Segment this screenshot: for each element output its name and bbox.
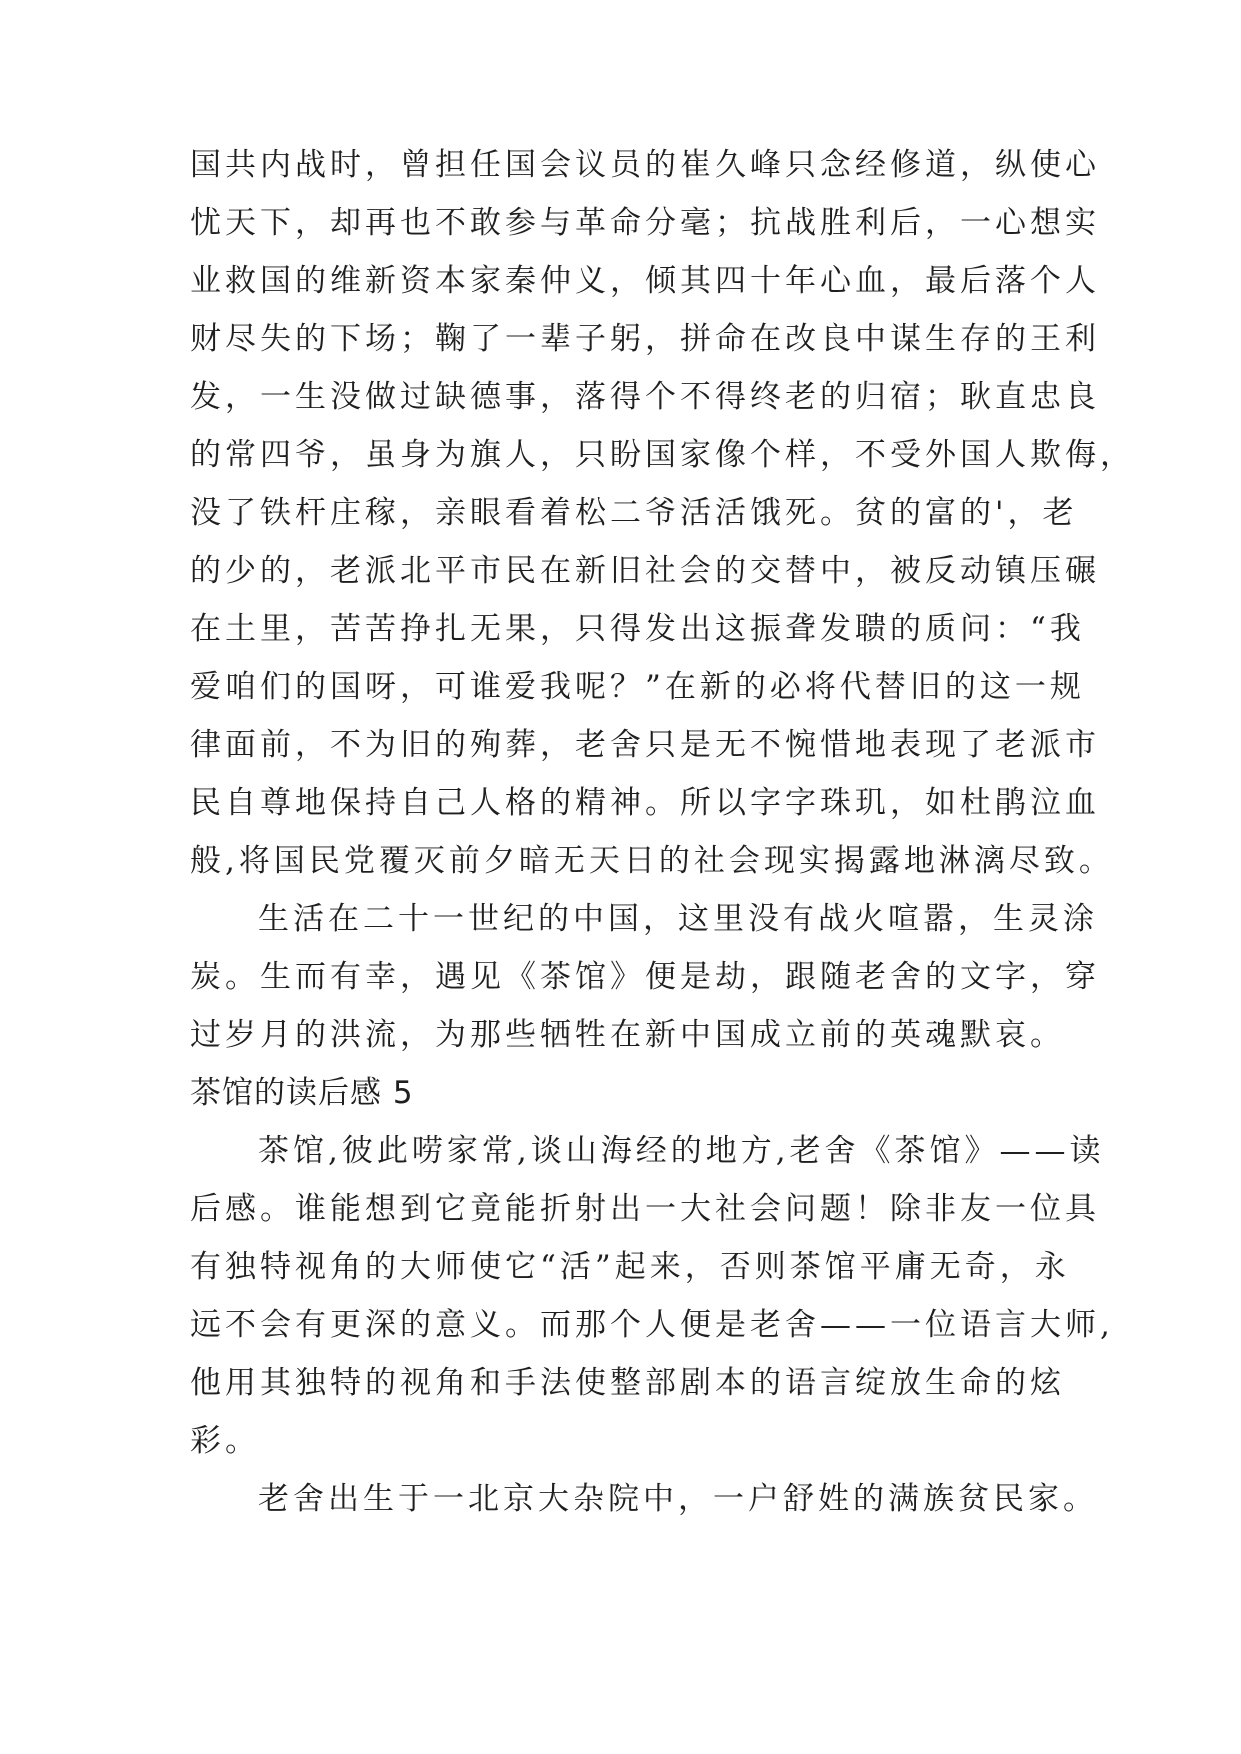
paragraph-3: [190, 1122, 1114, 1470]
text-line: 民自尊地保持自己人格的精神。所以字字珠玑，如杜鹃泣血: [190, 785, 1100, 821]
text-line: 国共内战时，曾担任国会议员的崔久峰只念经修道，纵使心: [190, 147, 1100, 183]
text-line: 彩。: [190, 1423, 260, 1459]
text-line: 他用其独特的视角和手法使整部剧本的语言绽放生命的炫: [190, 1365, 1065, 1401]
text-line: 发，一生没做过缺德事，落得个不得终老的归宿；耿直忠良: [190, 379, 1100, 415]
text-line: 财尽失的下场；鞠了一辈子躬，拼命在改良中谋生存的王利: [190, 321, 1100, 357]
text-line: 的常四爷，虽身为旗人，只盼国家像个样，不受外国人欺侮，: [190, 437, 1135, 473]
paragraph-2: [190, 890, 1100, 1064]
text-line: 远不会有更深的意义。而那个人便是老舍——一位语言大师,: [190, 1307, 1114, 1343]
text-line: 后感。谁能想到它竟能折射出一大社会问题！除非友一位具: [190, 1191, 1100, 1227]
text-line: 炭。生而有幸，遇见《茶馆》便是劫，跟随老舍的文字，穿: [190, 959, 1100, 995]
text-line: 没了铁杆庄稼，亲眼看着松二爷活活饿死。贫的富的'，老: [190, 495, 1078, 531]
text-line: 在土里，苦苦挣扎无果，只得发出这振聋发聩的质问：“我: [190, 611, 1085, 647]
text-line: 业救国的维新资本家秦仲义，倾其四十年心血，最后落个人: [190, 263, 1100, 299]
text-line: 茶馆,彼此唠家常,谈山海经的地方,老舍《茶馆》——读: [258, 1133, 1105, 1169]
text-line: 忧天下，却再也不敢参与革命分毫；抗战胜利后，一心想实: [190, 205, 1100, 241]
section-heading-block: [190, 1064, 1070, 1122]
text-line: 生活在二十一世纪的中国，这里没有战火喧嚣，生灵涂: [258, 901, 1098, 937]
text-line: 律面前，不为旧的殉葬，老舍只是无不惋惜地表现了老派市: [190, 727, 1100, 763]
text-line: 爱咱们的国呀，可谁爱我呢？”在新的必将代替旧的这一规: [190, 669, 1085, 705]
text-line: 过岁月的洪流，为那些牺牲在新中国成立前的英魂默哀。: [190, 1017, 1065, 1053]
paragraph-1: [190, 136, 1135, 890]
section-heading: 茶馆的读后感 5: [190, 1075, 414, 1111]
text-line: 有独特视角的大师使它“活”起来，否则茶馆平庸无奇，永: [190, 1249, 1070, 1285]
text-line: 般,将国民党覆灭前夕暗无天日的社会现实揭露地淋漓尽致。: [190, 843, 1114, 879]
text-line: 老舍出生于一北京大杂院中，一户舒姓的满族贫民家。: [258, 1481, 1098, 1517]
paragraph-4: [190, 1470, 1098, 1528]
text-line: 的少的，老派北平市民在新旧社会的交替中，被反动镇压碾: [190, 553, 1100, 589]
